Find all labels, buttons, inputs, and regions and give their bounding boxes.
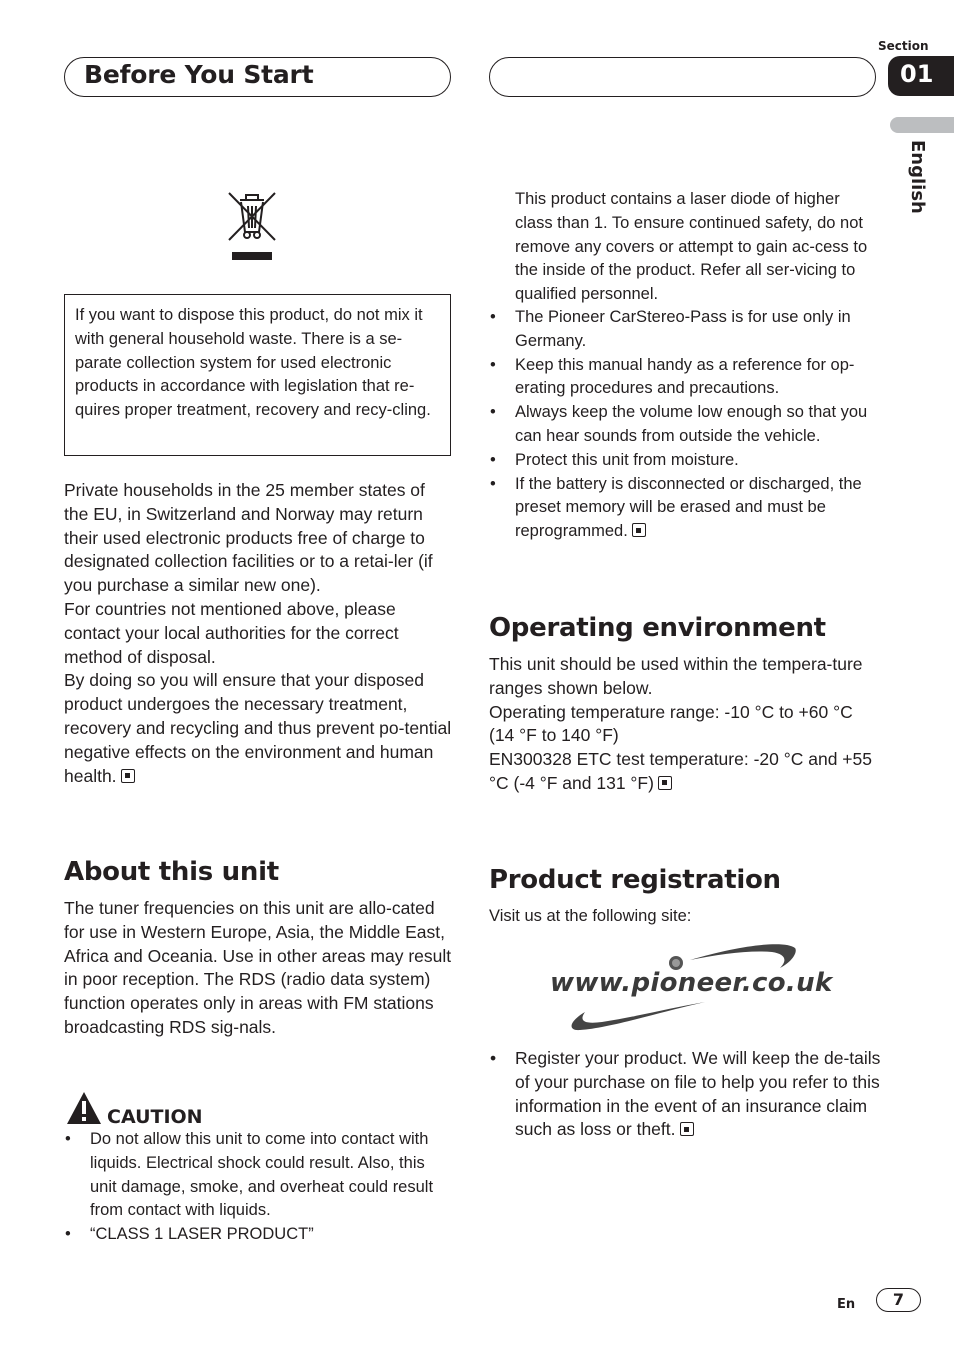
warning-triangle-icon (65, 1090, 103, 1126)
language-tab (890, 117, 954, 133)
end-mark-icon (658, 776, 672, 790)
caution-header (64, 1090, 454, 1128)
registration-visit-text: Visit us at the following site: (489, 907, 692, 925)
section-label: Section (878, 39, 929, 53)
registration-heading: Product registration (489, 865, 781, 895)
disposal-paragraph-1: Private households in the 25 member states of the EU, in Switzerland and Norway may return their used electronic products free of charge to designated collection facilities or to a retai-ler (if you purchase a similar new one). (64, 480, 433, 596)
end-mark-icon (632, 523, 646, 537)
caution-item: • “CLASS 1 LASER PRODUCT” (64, 1223, 454, 1247)
registration-item (489, 1047, 881, 1142)
disposal-text (64, 479, 454, 788)
environment-paragraph-3 (489, 748, 881, 796)
page-number: 7 (876, 1288, 921, 1312)
registration-item-text: Register your product. We will keep the de-tails of your purchase on file to help you refer to this information in the event of an insurance claim such as loss or theft. (515, 1048, 881, 1140)
about-text: The tuner frequencies on this unit are allo-cated for use in Western Europe, Asia, the Middle East, Africa and Oceania. Use in other areas may result in poor reception. The RDS (radio data system) function operates only in areas with FM stations broadcasting RDS sig-nals. (64, 898, 452, 1037)
disposal-paragraph-3-text: By doing so you will ensure that your disposed product undergoes the necessary treatment, recovery and recycling and thus prevent po-tential negative effects on the environment and human health. (64, 670, 452, 786)
precaution-item: • Protect this unit from moisture. (489, 449, 881, 473)
environment-heading: Operating environment (489, 613, 826, 643)
environment-paragraph-3-text: EN300328 ETC test temperature: -20 °C and +55 °C (-4 °F and 131 °F) (489, 749, 872, 793)
environment-paragraph-1: This unit should be used within the tempera-ture ranges shown below. (489, 654, 863, 698)
precaution-item (489, 473, 881, 544)
end-mark-icon (121, 769, 135, 783)
header-blank-frame (489, 57, 876, 97)
precaution-item-text: If the battery is disconnected or discharged, the preset memory will be erased and must be reprogrammed. (515, 474, 862, 541)
environment-paragraph-2: Operating temperature range: -10 °C to +60 °C (14 °F to 140 °F) (489, 701, 853, 746)
language-label: English (907, 140, 928, 214)
precaution-item: • The Pioneer CarStereo-Pass is for use only in Germany. (489, 306, 881, 354)
caution-list (64, 1128, 454, 1247)
pioneer-url-logo[interactable]: www.pioneer.co.uk (550, 968, 833, 998)
disposal-paragraph-2: For countries not mentioned above, please contact your local authorities for the correct method of disposal. (64, 598, 399, 667)
disposal-notice-box: If you want to dispose this product, do not mix it with general household waste. There is a se-parate collection system for used electronic products in accordance with legislation that re-quires proper treatment, recovery and recy-cling. (64, 294, 451, 456)
precaution-item: • Keep this manual handy as a reference for op-erating procedures and precautions. (489, 354, 881, 402)
registration-list (489, 1047, 881, 1142)
crossed-bin-icon (226, 190, 278, 262)
page-title: Before You Start (84, 60, 314, 89)
caution-block (64, 1090, 454, 1247)
precaution-item: • Always keep the volume low enough so that you can hear sounds from outside the vehicle. (489, 401, 881, 449)
language-code: En (837, 1297, 856, 1312)
laser-warning-text: This product contains a laser diode of higher class than 1. To ensure continued safety, do not remove any covers or attempt to gain ac-cess to the inside of the product. Refer all ser-vicing to qualified personnel. (515, 190, 868, 304)
section-number-badge: 01 (888, 56, 954, 96)
precaution-list (489, 306, 881, 544)
caution-title: CAUTION (107, 1106, 203, 1128)
disposal-paragraph-3 (64, 669, 454, 788)
environment-text (489, 653, 881, 796)
end-mark-icon (680, 1122, 694, 1136)
caution-item: • Do not allow this unit to come into contact with liquids. Electrical shock could result. Also, this unit damage, smoke, and overheat could result from contact with liquids. (64, 1128, 454, 1223)
about-heading: About this unit (64, 857, 279, 887)
